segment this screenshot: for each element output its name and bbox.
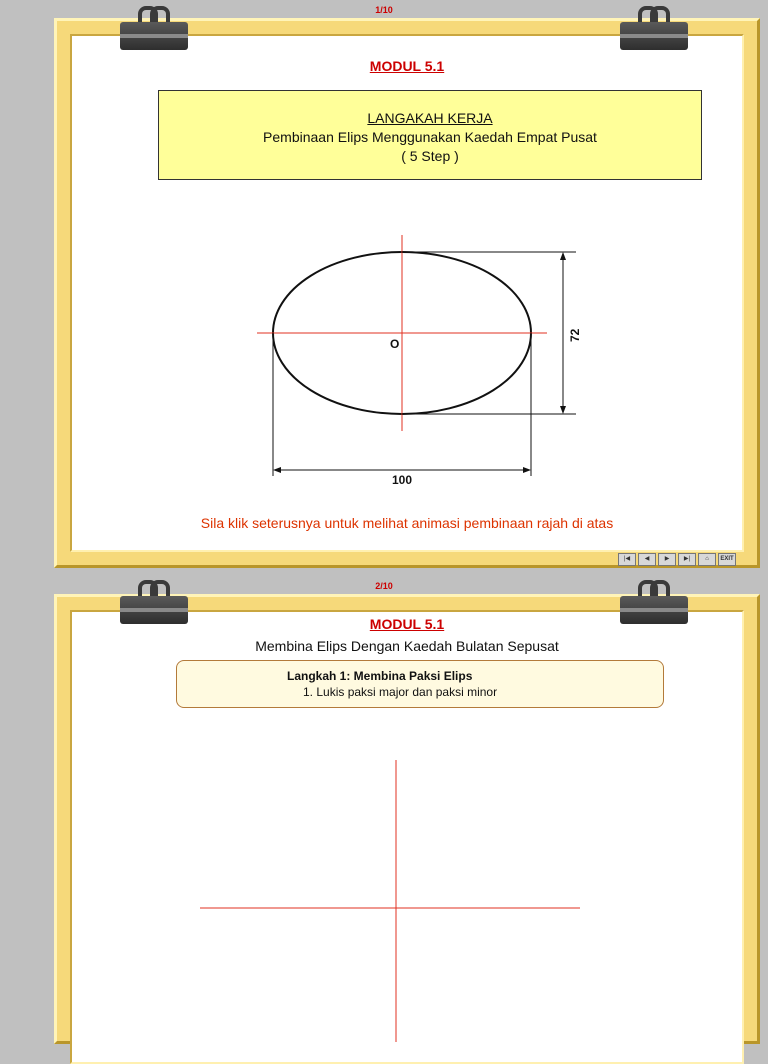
last-slide-button[interactable]: ▶| [678, 553, 696, 566]
height-label: 72 [568, 328, 582, 342]
slide-1-canvas [70, 34, 744, 552]
first-slide-button[interactable]: |◀ [618, 553, 636, 566]
binder-clip-icon [620, 580, 688, 624]
slide-navigation [618, 553, 736, 566]
binder-clip-icon [120, 580, 188, 624]
instruction-note: Sila klik seterusnya untuk melihat animasi pembinaan rajah di atas [200, 515, 614, 531]
slide-2-canvas [70, 610, 744, 1064]
slide-2-frame [54, 594, 760, 1044]
next-slide-button[interactable]: ▶ [658, 553, 676, 566]
step-heading: Langkah 1: Membina Paksi Elips [287, 669, 473, 683]
box-heading: LANGAKAH KERJA [367, 110, 493, 126]
exit-button[interactable]: EXIT [718, 553, 736, 566]
box-line-1: Pembinaan Elips Menggunakan Kaedah Empat Pusat [263, 129, 597, 145]
slide-2-title: MODUL 5.1 [369, 616, 445, 632]
page-number-2: 2/10 [375, 581, 393, 591]
binder-clip-icon [120, 6, 188, 50]
width-label: 100 [392, 473, 413, 487]
previous-slide-button[interactable]: ◀ [638, 553, 656, 566]
ellipse-diagram [72, 36, 742, 552]
slide-2-subtitle: Membina Elips Dengan Kaedah Bulatan Sepusat [255, 638, 559, 654]
center-label: O [390, 337, 400, 351]
axes-diagram [72, 612, 742, 1042]
home-button[interactable]: ⌂ [698, 553, 716, 566]
binder-clip-icon [620, 6, 688, 50]
step-description: 1. Lukis paksi major dan paksi minor [303, 685, 498, 699]
slide-1-frame [54, 18, 760, 568]
box-line-2: ( 5 Step ) [401, 148, 459, 164]
slide-1-title: MODUL 5.1 [369, 58, 445, 74]
page-number-1: 1/10 [375, 5, 393, 15]
